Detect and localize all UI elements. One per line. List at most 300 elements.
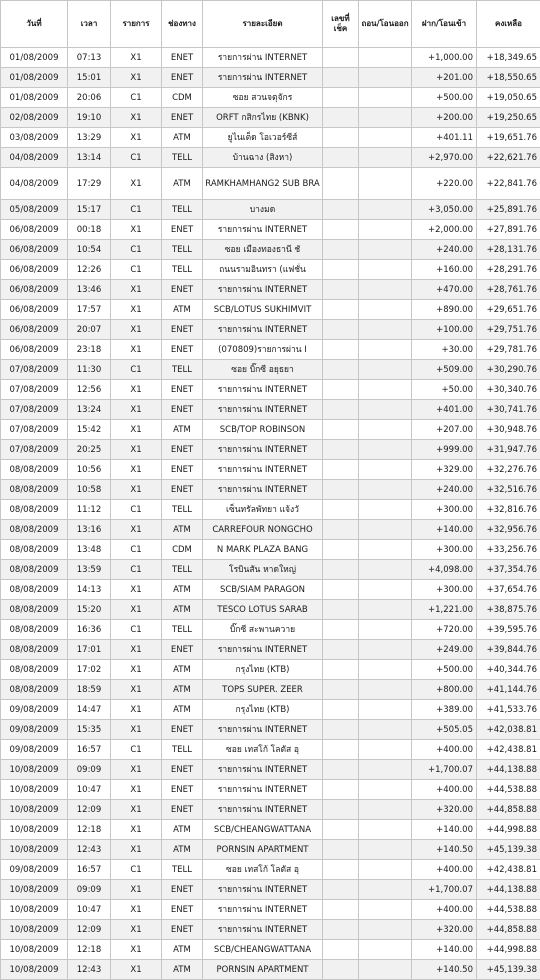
cheque-number-cell (323, 400, 359, 420)
time-cell: 16:57 (68, 860, 111, 880)
detail-cell: PORNSIN APARTMENT (203, 840, 323, 860)
date-cell: 01/08/2009 (1, 68, 68, 88)
time-cell: 13:46 (68, 280, 111, 300)
detail-cell: รายการผ่าน INTERNET (203, 380, 323, 400)
table-row (1, 880, 540, 900)
deposit-amount-cell: +500.00 (412, 660, 477, 680)
balance-cell: +40,344.76 (477, 660, 540, 680)
item-code-cell: C1 (111, 260, 162, 280)
date-cell: 10/08/2009 (1, 840, 68, 860)
table-row (1, 280, 540, 300)
detail-cell: SCB/CHEANGWATTANA (203, 820, 323, 840)
withdraw-amount-cell (359, 88, 412, 108)
table-row (1, 480, 540, 500)
date-cell: 09/08/2009 (1, 700, 68, 720)
channel-cell: ENET (162, 800, 203, 820)
item-code-cell: C1 (111, 860, 162, 880)
table-row (1, 48, 540, 68)
detail-cell: กรุงไทย (KTB) (203, 660, 323, 680)
table-row (1, 960, 540, 980)
table-row (1, 740, 540, 760)
table-row (1, 420, 540, 440)
cheque-number-cell (323, 780, 359, 800)
withdraw-amount-cell (359, 900, 412, 920)
balance-cell: +44,998.88 (477, 940, 540, 960)
withdraw-amount-cell (359, 620, 412, 640)
time-cell: 13:24 (68, 400, 111, 420)
table-row (1, 900, 540, 920)
deposit-amount-cell: +100.00 (412, 320, 477, 340)
channel-cell: ATM (162, 168, 203, 200)
time-cell: 12:18 (68, 940, 111, 960)
date-cell: 08/08/2009 (1, 540, 68, 560)
deposit-amount-cell: +140.00 (412, 820, 477, 840)
cheque-number-cell (323, 148, 359, 168)
col-header-date: วันที่ (1, 1, 68, 48)
channel-cell: CDM (162, 88, 203, 108)
item-code-cell: X1 (111, 680, 162, 700)
cheque-number-cell (323, 700, 359, 720)
detail-cell: รายการผ่าน INTERNET (203, 640, 323, 660)
time-cell: 12:09 (68, 920, 111, 940)
table-row (1, 720, 540, 740)
channel-cell: ENET (162, 720, 203, 740)
time-cell: 18:59 (68, 680, 111, 700)
balance-cell: +41,533.76 (477, 700, 540, 720)
balance-cell: +25,891.76 (477, 200, 540, 220)
deposit-amount-cell: +720.00 (412, 620, 477, 640)
cheque-number-cell (323, 960, 359, 980)
withdraw-amount-cell (359, 660, 412, 680)
cheque-number-cell (323, 108, 359, 128)
channel-cell: ENET (162, 400, 203, 420)
detail-cell: ซอย เทสโก้ โลตัส อุ (203, 740, 323, 760)
detail-cell: ซอย สวนจตุจักร (203, 88, 323, 108)
detail-cell: บางมด (203, 200, 323, 220)
withdraw-amount-cell (359, 68, 412, 88)
time-cell: 13:29 (68, 128, 111, 148)
balance-cell: +30,948.76 (477, 420, 540, 440)
channel-cell: ATM (162, 700, 203, 720)
balance-cell: +32,816.76 (477, 500, 540, 520)
time-cell: 14:13 (68, 580, 111, 600)
item-code-cell: C1 (111, 620, 162, 640)
withdraw-amount-cell (359, 480, 412, 500)
deposit-amount-cell: +1,700.07 (412, 880, 477, 900)
date-cell: 07/08/2009 (1, 420, 68, 440)
channel-cell: ENET (162, 320, 203, 340)
detail-cell: PORNSIN APARTMENT (203, 960, 323, 980)
deposit-amount-cell: +140.50 (412, 840, 477, 860)
time-cell: 13:59 (68, 560, 111, 580)
date-cell: 07/08/2009 (1, 380, 68, 400)
deposit-amount-cell: +30.00 (412, 340, 477, 360)
item-code-cell: X1 (111, 320, 162, 340)
balance-cell: +18,550.65 (477, 68, 540, 88)
time-cell: 11:30 (68, 360, 111, 380)
date-cell: 08/08/2009 (1, 640, 68, 660)
detail-cell: รายการผ่าน INTERNET (203, 68, 323, 88)
cheque-number-cell (323, 680, 359, 700)
balance-cell: +30,741.76 (477, 400, 540, 420)
balance-cell: +28,131.76 (477, 240, 540, 260)
channel-cell: ATM (162, 128, 203, 148)
withdraw-amount-cell (359, 440, 412, 460)
cheque-number-cell (323, 840, 359, 860)
detail-cell: รายการผ่าน INTERNET (203, 280, 323, 300)
date-cell: 06/08/2009 (1, 300, 68, 320)
detail-cell: ซอย บิ๊กซี อยุธยา (203, 360, 323, 380)
deposit-amount-cell: +140.00 (412, 940, 477, 960)
item-code-cell: X1 (111, 68, 162, 88)
date-cell: 08/08/2009 (1, 680, 68, 700)
cheque-number-cell (323, 220, 359, 240)
col-header-withdraw: ถอน/โอนออก (359, 1, 412, 48)
cheque-number-cell (323, 500, 359, 520)
time-cell: 10:54 (68, 240, 111, 260)
table-row (1, 200, 540, 220)
detail-cell: โรบินสัน หาดใหญ่ (203, 560, 323, 580)
balance-cell: +38,875.76 (477, 600, 540, 620)
detail-cell: รายการผ่าน INTERNET (203, 480, 323, 500)
withdraw-amount-cell (359, 200, 412, 220)
item-code-cell: X1 (111, 820, 162, 840)
balance-cell: +39,844.76 (477, 640, 540, 660)
detail-cell: บ้านฉาง (สิงหา) (203, 148, 323, 168)
balance-cell: +44,858.88 (477, 800, 540, 820)
withdraw-amount-cell (359, 360, 412, 380)
deposit-amount-cell: +1,000.00 (412, 48, 477, 68)
detail-cell: TESCO LOTUS SARAB (203, 600, 323, 620)
item-code-cell: X1 (111, 48, 162, 68)
balance-cell: +42,038.81 (477, 720, 540, 740)
table-row (1, 800, 540, 820)
withdraw-amount-cell (359, 960, 412, 980)
deposit-amount-cell: +3,050.00 (412, 200, 477, 220)
balance-cell: +32,276.76 (477, 460, 540, 480)
time-cell: 15:35 (68, 720, 111, 740)
date-cell: 08/08/2009 (1, 600, 68, 620)
withdraw-amount-cell (359, 168, 412, 200)
channel-cell: ATM (162, 680, 203, 700)
table-row (1, 660, 540, 680)
table-row (1, 88, 540, 108)
channel-cell: ENET (162, 460, 203, 480)
withdraw-amount-cell (359, 520, 412, 540)
time-cell: 20:06 (68, 88, 111, 108)
channel-cell: TELL (162, 360, 203, 380)
deposit-amount-cell: +400.00 (412, 780, 477, 800)
item-code-cell: C1 (111, 540, 162, 560)
channel-cell: ENET (162, 108, 203, 128)
time-cell: 20:07 (68, 320, 111, 340)
time-cell: 17:02 (68, 660, 111, 680)
date-cell: 10/08/2009 (1, 820, 68, 840)
channel-cell: ENET (162, 920, 203, 940)
withdraw-amount-cell (359, 108, 412, 128)
detail-cell: รายการผ่าน INTERNET (203, 320, 323, 340)
item-code-cell: C1 (111, 88, 162, 108)
withdraw-amount-cell (359, 48, 412, 68)
deposit-amount-cell: +207.00 (412, 420, 477, 440)
cheque-number-cell (323, 480, 359, 500)
deposit-amount-cell: +220.00 (412, 168, 477, 200)
table-row (1, 340, 540, 360)
balance-cell: +41,144.76 (477, 680, 540, 700)
item-code-cell: X1 (111, 780, 162, 800)
time-cell: 17:29 (68, 168, 111, 200)
item-code-cell: X1 (111, 460, 162, 480)
withdraw-amount-cell (359, 720, 412, 740)
item-code-cell: X1 (111, 760, 162, 780)
balance-cell: +44,998.88 (477, 820, 540, 840)
col-header-balance: คงเหลือ (477, 1, 540, 48)
time-cell: 12:56 (68, 380, 111, 400)
date-cell: 07/08/2009 (1, 440, 68, 460)
item-code-cell: C1 (111, 360, 162, 380)
withdraw-amount-cell (359, 148, 412, 168)
table-row (1, 128, 540, 148)
withdraw-amount-cell (359, 840, 412, 860)
withdraw-amount-cell (359, 860, 412, 880)
withdraw-amount-cell (359, 700, 412, 720)
detail-cell: รายการผ่าน INTERNET (203, 460, 323, 480)
table-row (1, 148, 540, 168)
time-cell: 15:17 (68, 200, 111, 220)
date-cell: 09/08/2009 (1, 860, 68, 880)
channel-cell: TELL (162, 200, 203, 220)
detail-cell: (070809)รายการผ่าน I (203, 340, 323, 360)
time-cell: 23:18 (68, 340, 111, 360)
detail-cell: รายการผ่าน INTERNET (203, 220, 323, 240)
channel-cell: ENET (162, 340, 203, 360)
date-cell: 10/08/2009 (1, 760, 68, 780)
table-row (1, 820, 540, 840)
deposit-amount-cell: +999.00 (412, 440, 477, 460)
table-row (1, 500, 540, 520)
cheque-number-cell (323, 560, 359, 580)
channel-cell: TELL (162, 740, 203, 760)
cheque-number-cell (323, 280, 359, 300)
date-cell: 05/08/2009 (1, 200, 68, 220)
item-code-cell: X1 (111, 880, 162, 900)
date-cell: 04/08/2009 (1, 168, 68, 200)
item-code-cell: X1 (111, 420, 162, 440)
cheque-number-cell (323, 860, 359, 880)
channel-cell: ATM (162, 960, 203, 980)
cheque-number-cell (323, 68, 359, 88)
balance-cell: +28,291.76 (477, 260, 540, 280)
cheque-number-cell (323, 360, 359, 380)
balance-cell: +31,947.76 (477, 440, 540, 460)
deposit-amount-cell: +401.11 (412, 128, 477, 148)
channel-cell: ENET (162, 220, 203, 240)
detail-cell: รายการผ่าน INTERNET (203, 920, 323, 940)
balance-cell: +29,751.76 (477, 320, 540, 340)
detail-cell: รายการผ่าน INTERNET (203, 440, 323, 460)
balance-cell: +28,761.76 (477, 280, 540, 300)
item-code-cell: X1 (111, 580, 162, 600)
table-row (1, 580, 540, 600)
withdraw-amount-cell (359, 260, 412, 280)
channel-cell: ENET (162, 380, 203, 400)
table-row (1, 640, 540, 660)
deposit-amount-cell: +500.00 (412, 88, 477, 108)
deposit-amount-cell: +505.05 (412, 720, 477, 740)
time-cell: 10:47 (68, 780, 111, 800)
deposit-amount-cell: +300.00 (412, 580, 477, 600)
channel-cell: ATM (162, 600, 203, 620)
balance-cell: +44,858.88 (477, 920, 540, 940)
withdraw-amount-cell (359, 920, 412, 940)
withdraw-amount-cell (359, 400, 412, 420)
deposit-amount-cell: +400.00 (412, 740, 477, 760)
item-code-cell: X1 (111, 800, 162, 820)
channel-cell: ATM (162, 420, 203, 440)
cheque-number-cell (323, 380, 359, 400)
deposit-amount-cell: +249.00 (412, 640, 477, 660)
withdraw-amount-cell (359, 600, 412, 620)
detail-cell: ถนนรามอินทรา (แฟชั่น (203, 260, 323, 280)
item-code-cell: X1 (111, 960, 162, 980)
date-cell: 06/08/2009 (1, 240, 68, 260)
balance-cell: +19,050.65 (477, 88, 540, 108)
table-row (1, 68, 540, 88)
table-row (1, 440, 540, 460)
channel-cell: ENET (162, 480, 203, 500)
date-cell: 10/08/2009 (1, 900, 68, 920)
header-row (1, 1, 540, 48)
balance-cell: +19,651.76 (477, 128, 540, 148)
channel-cell: ATM (162, 660, 203, 680)
statement-rows (1, 48, 540, 980)
channel-cell: ATM (162, 940, 203, 960)
item-code-cell: X1 (111, 400, 162, 420)
table-row (1, 920, 540, 940)
date-cell: 06/08/2009 (1, 260, 68, 280)
cheque-number-cell (323, 540, 359, 560)
date-cell: 08/08/2009 (1, 500, 68, 520)
item-code-cell: C1 (111, 500, 162, 520)
cheque-number-cell (323, 920, 359, 940)
table-row (1, 240, 540, 260)
channel-cell: ATM (162, 520, 203, 540)
time-cell: 09:09 (68, 880, 111, 900)
table-row (1, 840, 540, 860)
detail-cell: เซ็นทรัลพัทยา แจ้งวั (203, 500, 323, 520)
cheque-number-cell (323, 740, 359, 760)
channel-cell: ATM (162, 300, 203, 320)
item-code-cell: X1 (111, 440, 162, 460)
detail-cell: N MARK PLAZA BANG (203, 540, 323, 560)
detail-cell: SCB/CHEANGWATTANA (203, 940, 323, 960)
channel-cell: ENET (162, 900, 203, 920)
cheque-number-cell (323, 820, 359, 840)
deposit-amount-cell: +509.00 (412, 360, 477, 380)
deposit-amount-cell: +1,700.07 (412, 760, 477, 780)
time-cell: 12:26 (68, 260, 111, 280)
detail-cell: ซอย เทสโก้ โลตัส อุ (203, 860, 323, 880)
time-cell: 00:18 (68, 220, 111, 240)
table-row (1, 320, 540, 340)
table-row (1, 700, 540, 720)
col-header-time: เวลา (68, 1, 111, 48)
detail-cell: รายการผ่าน INTERNET (203, 720, 323, 740)
date-cell: 06/08/2009 (1, 340, 68, 360)
date-cell: 10/08/2009 (1, 800, 68, 820)
deposit-amount-cell: +1,221.00 (412, 600, 477, 620)
balance-cell: +27,891.76 (477, 220, 540, 240)
cheque-number-cell (323, 880, 359, 900)
detail-cell: กรุงไทย (KTB) (203, 700, 323, 720)
detail-cell: รายการผ่าน INTERNET (203, 48, 323, 68)
deposit-amount-cell: +2,970.00 (412, 148, 477, 168)
table-row (1, 168, 540, 200)
table-row (1, 560, 540, 580)
channel-cell: TELL (162, 500, 203, 520)
time-cell: 07:13 (68, 48, 111, 68)
deposit-amount-cell: +240.00 (412, 480, 477, 500)
col-header-cheque: เลขที่เช็ค (323, 1, 359, 48)
balance-cell: +44,538.88 (477, 780, 540, 800)
time-cell: 16:36 (68, 620, 111, 640)
date-cell: 10/08/2009 (1, 780, 68, 800)
detail-cell: รายการผ่าน INTERNET (203, 400, 323, 420)
deposit-amount-cell: +140.00 (412, 520, 477, 540)
deposit-amount-cell: +240.00 (412, 240, 477, 260)
balance-cell: +39,595.76 (477, 620, 540, 640)
item-code-cell: X1 (111, 600, 162, 620)
time-cell: 12:09 (68, 800, 111, 820)
detail-cell: รายการผ่าน INTERNET (203, 880, 323, 900)
table-row (1, 760, 540, 780)
item-code-cell: X1 (111, 640, 162, 660)
item-code-cell: X1 (111, 220, 162, 240)
cheque-number-cell (323, 600, 359, 620)
balance-cell: +29,651.76 (477, 300, 540, 320)
item-code-cell: C1 (111, 560, 162, 580)
col-header-detail: รายละเอียด (203, 1, 323, 48)
detail-cell: ORFT กสิกรไทย (KBNK) (203, 108, 323, 128)
channel-cell: ENET (162, 780, 203, 800)
time-cell: 16:57 (68, 740, 111, 760)
date-cell: 08/08/2009 (1, 560, 68, 580)
time-cell: 15:42 (68, 420, 111, 440)
table-row (1, 780, 540, 800)
balance-cell: +19,250.65 (477, 108, 540, 128)
balance-cell: +30,340.76 (477, 380, 540, 400)
table-row (1, 260, 540, 280)
time-cell: 17:57 (68, 300, 111, 320)
time-cell: 13:48 (68, 540, 111, 560)
item-code-cell: C1 (111, 740, 162, 760)
withdraw-amount-cell (359, 880, 412, 900)
channel-cell: TELL (162, 240, 203, 260)
deposit-amount-cell: +890.00 (412, 300, 477, 320)
item-code-cell: X1 (111, 300, 162, 320)
time-cell: 10:47 (68, 900, 111, 920)
time-cell: 12:43 (68, 960, 111, 980)
time-cell: 15:01 (68, 68, 111, 88)
balance-cell: +44,138.88 (477, 880, 540, 900)
cheque-number-cell (323, 320, 359, 340)
deposit-amount-cell: +160.00 (412, 260, 477, 280)
channel-cell: TELL (162, 148, 203, 168)
item-code-cell: X1 (111, 280, 162, 300)
balance-cell: +37,654.76 (477, 580, 540, 600)
cheque-number-cell (323, 640, 359, 660)
deposit-amount-cell: +4,098.00 (412, 560, 477, 580)
